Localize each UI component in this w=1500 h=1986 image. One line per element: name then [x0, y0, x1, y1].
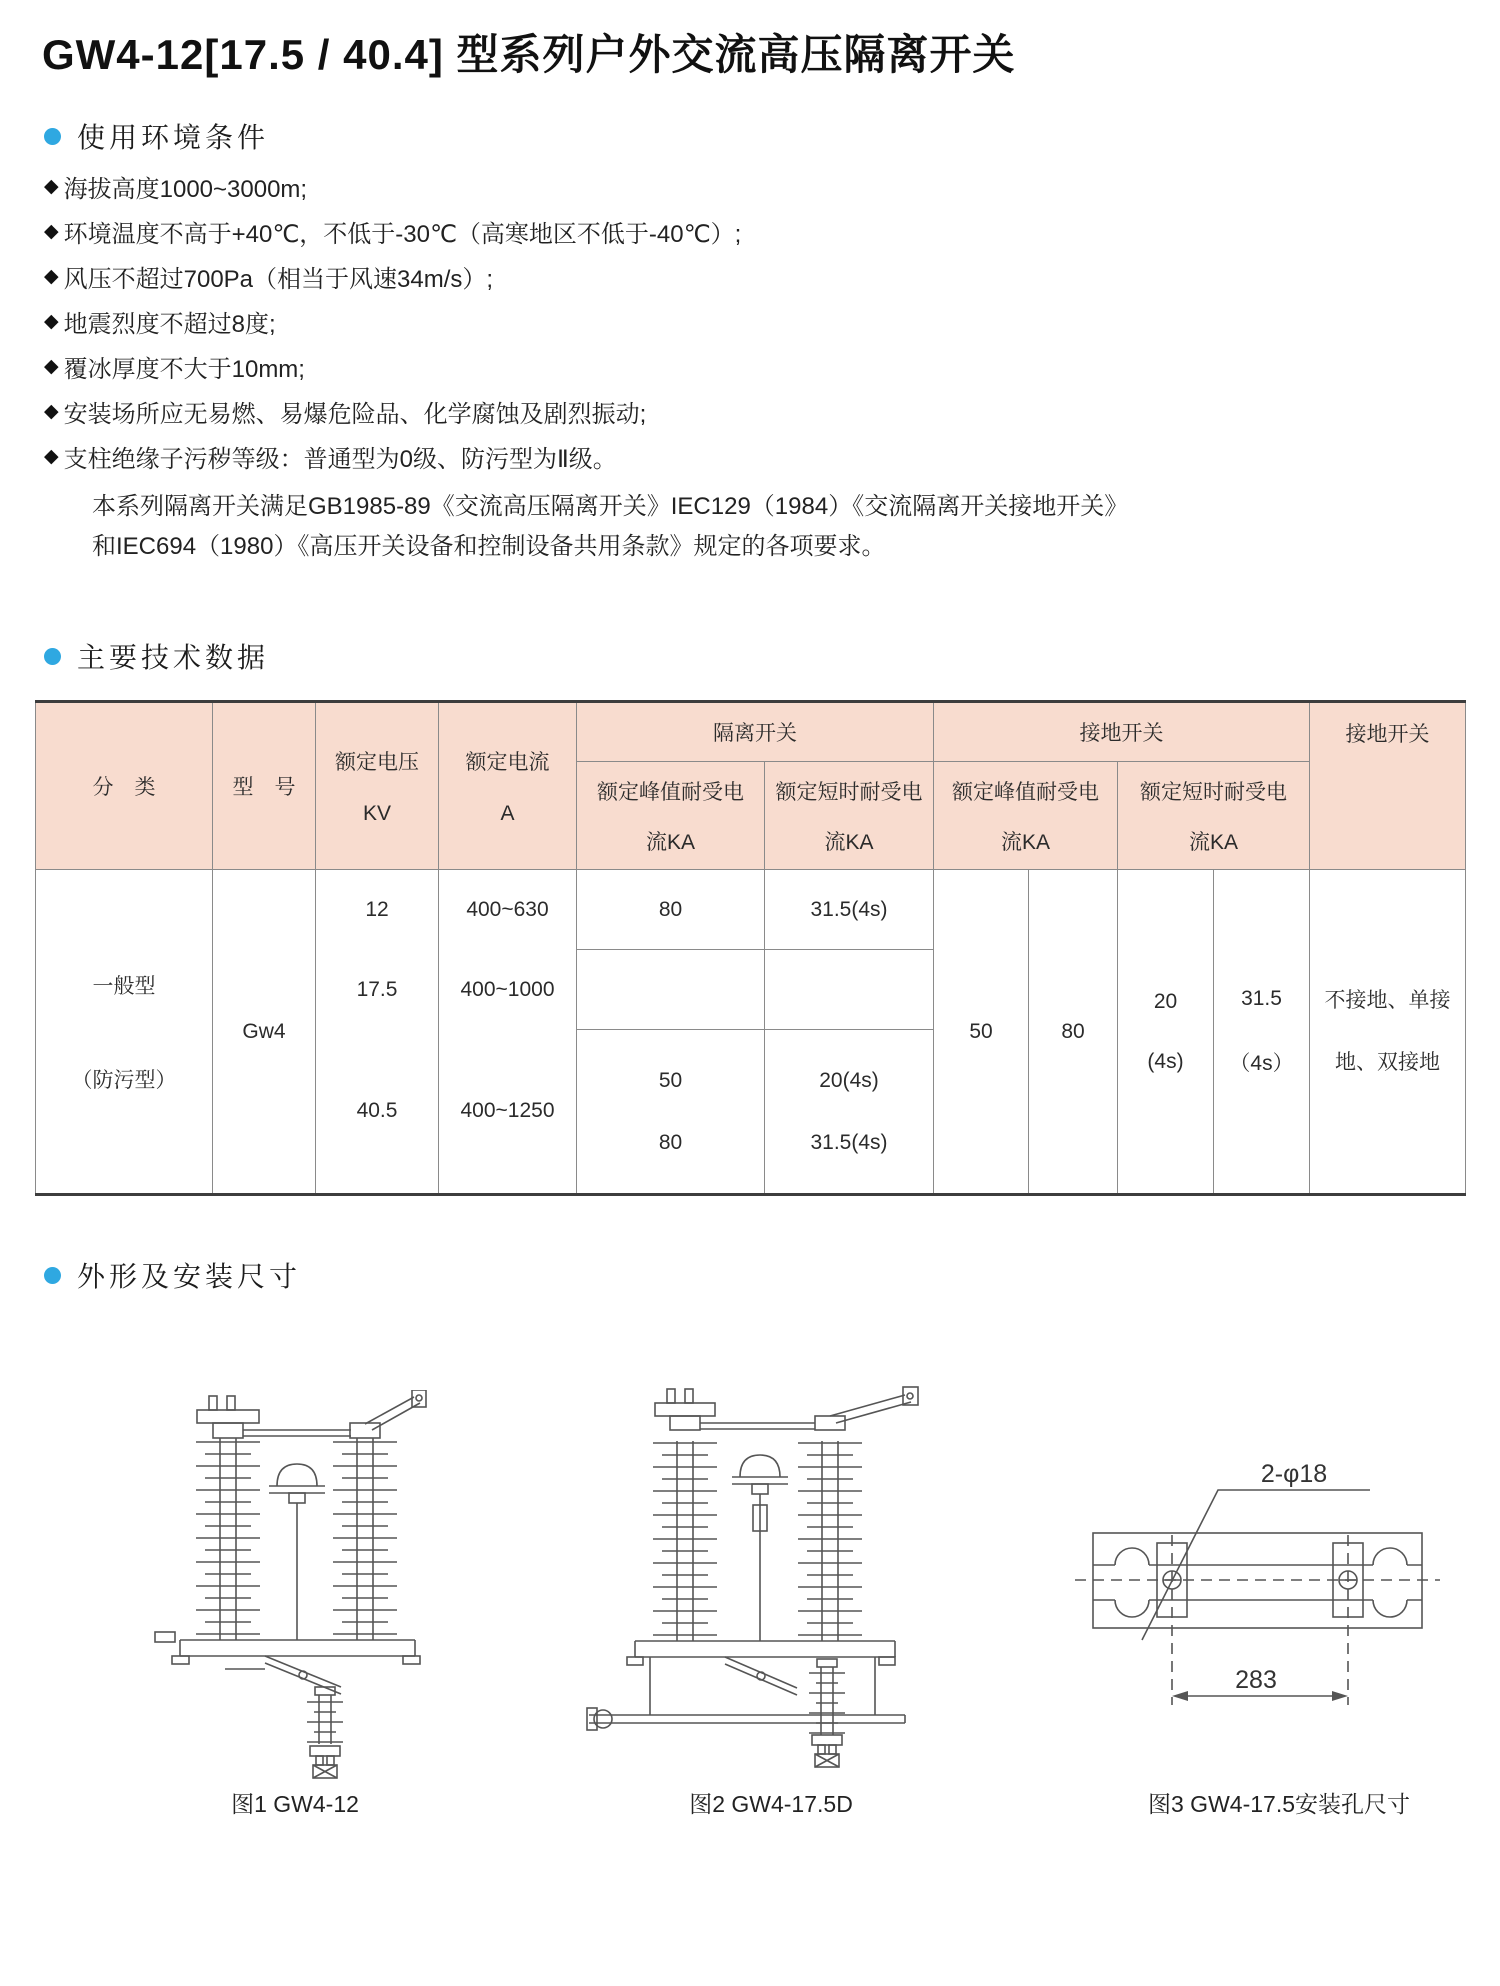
figure2-caption: 图2 GW4-17.5D	[689, 1791, 853, 1817]
cell-voltage-40-5: 40.5	[316, 1030, 439, 1195]
lower-insulator-fins	[809, 1673, 845, 1733]
earthing-mode-text: 不接地、单接地、双接地	[1324, 988, 1451, 1074]
cell-current-400-1000: 400~1000	[439, 950, 577, 1030]
cell-earth-peak-b: 80	[1029, 870, 1118, 1195]
blue-dot-icon	[44, 128, 61, 145]
list-item-text: 覆冰厚度不大于10mm;	[63, 356, 305, 383]
cell-current-400-1250: 400~1250	[439, 1030, 577, 1195]
figure3-caption: 图3 GW4-17.5安装孔尺寸	[1148, 1791, 1410, 1817]
list-item	[44, 299, 1344, 344]
list-item	[44, 254, 1344, 299]
header-rated-current	[439, 702, 577, 870]
cell-iso-short-row3	[765, 1030, 934, 1195]
header-earthing-peak	[934, 762, 1118, 870]
list-item-text: 安装场所应无易燃、易爆危险品、化学腐蚀及剧烈振动;	[63, 401, 647, 428]
bottom-frame	[589, 1715, 905, 1723]
black-diamond-icon: ◆	[44, 266, 59, 287]
cell-voltage-17-5: 17.5	[316, 950, 439, 1030]
list-item	[44, 344, 1344, 389]
header-rated-voltage	[316, 702, 439, 870]
bell-cap	[740, 1455, 780, 1477]
black-diamond-icon: ◆	[44, 356, 59, 377]
paragraph-line: 和IEC694（1980）《高压开关设备和控制设备共用条款》规定的各项要求。	[92, 533, 886, 560]
value-line: (4s)	[1147, 1049, 1184, 1073]
subheader-line: 额定峰值耐受电	[952, 780, 1099, 804]
section-heading-environment	[44, 116, 269, 156]
cell-iso-peak-row1: 80	[577, 870, 765, 950]
base-channel	[180, 1640, 415, 1656]
subheader-line: 额定短时耐受电	[775, 780, 923, 804]
cell-earth-peak-a: 50	[934, 870, 1029, 1195]
left-insulator-fins	[653, 1443, 717, 1635]
list-item-text: 支柱绝缘子污秽等级：普通型为0级、防污型为Ⅱ级。	[63, 446, 617, 473]
page-title: GW4-12[17.5 / 40.4] 型系列户外交流高压隔离开关	[42, 31, 1016, 78]
dim-arrow-right	[1332, 1691, 1348, 1701]
cell-current-400-630: 400~630	[439, 870, 577, 950]
bus-strip	[1093, 1565, 1422, 1600]
cell-iso-peak-row2-empty	[577, 950, 765, 1030]
subheader-line: 流KA	[1188, 830, 1238, 854]
section-heading-dimensions	[44, 1255, 301, 1295]
list-item	[44, 209, 1344, 254]
dim-arrow-left	[1172, 1691, 1188, 1701]
subheader-line: 额定峰值耐受电	[597, 780, 744, 804]
header-rated-voltage-label: 额定电压	[335, 751, 419, 774]
subheader-line: 流KA	[1000, 830, 1050, 854]
cell-iso-short-row1: 31.5(4s)	[765, 870, 934, 950]
section-label: 主要技术数据	[77, 642, 270, 673]
subheader-line: 流KA	[645, 830, 695, 854]
left-insulator-fins	[196, 1442, 260, 1634]
cell-earthing-mode	[1310, 870, 1466, 1195]
cell-iso-peak-row3	[577, 1030, 765, 1195]
cell-model: Gw4	[213, 870, 316, 1195]
value-line: 31.5	[1241, 986, 1282, 1010]
cell-iso-short-row2-empty	[765, 950, 934, 1030]
value-line: 20(4s)	[819, 1068, 879, 1092]
figure1-caption: 图1 GW4-12	[231, 1791, 359, 1817]
header-isolator-short	[765, 762, 934, 870]
list-item-text: 地震烈度不超过8度;	[63, 311, 276, 338]
technical-data-table	[35, 700, 1466, 1196]
figure-gw4-12-drawing	[125, 1390, 465, 1780]
black-diamond-icon: ◆	[44, 401, 59, 422]
category-line: （防污型）	[71, 1068, 177, 1092]
switch-outline-drawing	[155, 1390, 426, 1778]
black-diamond-icon: ◆	[44, 446, 59, 467]
section-heading-technical-data	[44, 636, 269, 676]
list-item	[44, 434, 1344, 479]
black-diamond-icon: ◆	[44, 176, 59, 197]
blue-dot-icon	[44, 648, 61, 665]
hole-span-label: 283	[1235, 1666, 1277, 1694]
value-line: （4s）	[1229, 1051, 1294, 1075]
header-rated-current-label: 额定电流	[465, 751, 550, 774]
right-insulator-fins	[333, 1442, 397, 1634]
subheader-line: 流KA	[824, 830, 874, 854]
standards-paragraph	[92, 487, 1412, 567]
value-line: 20	[1153, 989, 1178, 1013]
figure-mounting-hole-drawing	[1060, 1450, 1455, 1715]
header-model: 型 号	[213, 702, 316, 870]
switch-outline-drawing	[587, 1387, 918, 1767]
section-label: 外形及安装尺寸	[77, 1261, 302, 1292]
environment-bullet-list	[44, 164, 1344, 479]
black-diamond-icon: ◆	[44, 311, 59, 332]
value-line: 31.5(4s)	[810, 1130, 888, 1154]
bell-cap	[277, 1464, 317, 1486]
paragraph-line: 本系列隔离开关满足GB1985-89《交流高压隔离开关》IEC129（1984）《交流隔离开关接地开关》	[92, 493, 1129, 520]
black-diamond-icon: ◆	[44, 221, 59, 242]
list-item-text: 环境温度不高于+40℃，不低于-30℃（高寒地区不低于-40℃）;	[63, 221, 742, 248]
header-category: 分 类	[36, 702, 213, 870]
hole-diameter-label: 2-φ18	[1260, 1460, 1328, 1488]
right-insulator-fins	[798, 1443, 862, 1635]
subheader-line: 额定短时耐受电	[1140, 780, 1287, 804]
header-earthing-short	[1118, 762, 1310, 870]
list-item	[44, 164, 1344, 209]
header-rated-current-unit: A	[500, 802, 515, 825]
cell-earth-short-a	[1118, 870, 1214, 1195]
header-group-isolator: 隔离开关	[577, 702, 934, 762]
header-group-earthing: 接地开关	[934, 702, 1310, 762]
blue-dot-icon	[44, 1267, 61, 1284]
figure-gw4-17-5d-drawing	[575, 1385, 965, 1780]
section-label: 使用环境条件	[77, 122, 270, 153]
cell-voltage-12: 12	[316, 870, 439, 950]
cell-category	[36, 870, 213, 1195]
lower-insulator-fins	[307, 1702, 343, 1742]
base-channel	[635, 1641, 895, 1657]
category-line: 一般型	[92, 974, 156, 998]
header-earthing-column: 接地开关	[1310, 702, 1466, 870]
list-item	[44, 389, 1344, 434]
list-item-text: 风压不超过700Pa（相当于风速34m/s）;	[63, 266, 494, 293]
value-line: 80	[658, 1130, 683, 1154]
list-item-text: 海拔高度1000~3000m;	[63, 176, 308, 203]
value-line: 50	[658, 1068, 683, 1092]
cell-earth-short-b	[1214, 870, 1310, 1195]
header-isolator-peak	[577, 762, 765, 870]
header-rated-voltage-unit: KV	[362, 802, 391, 825]
